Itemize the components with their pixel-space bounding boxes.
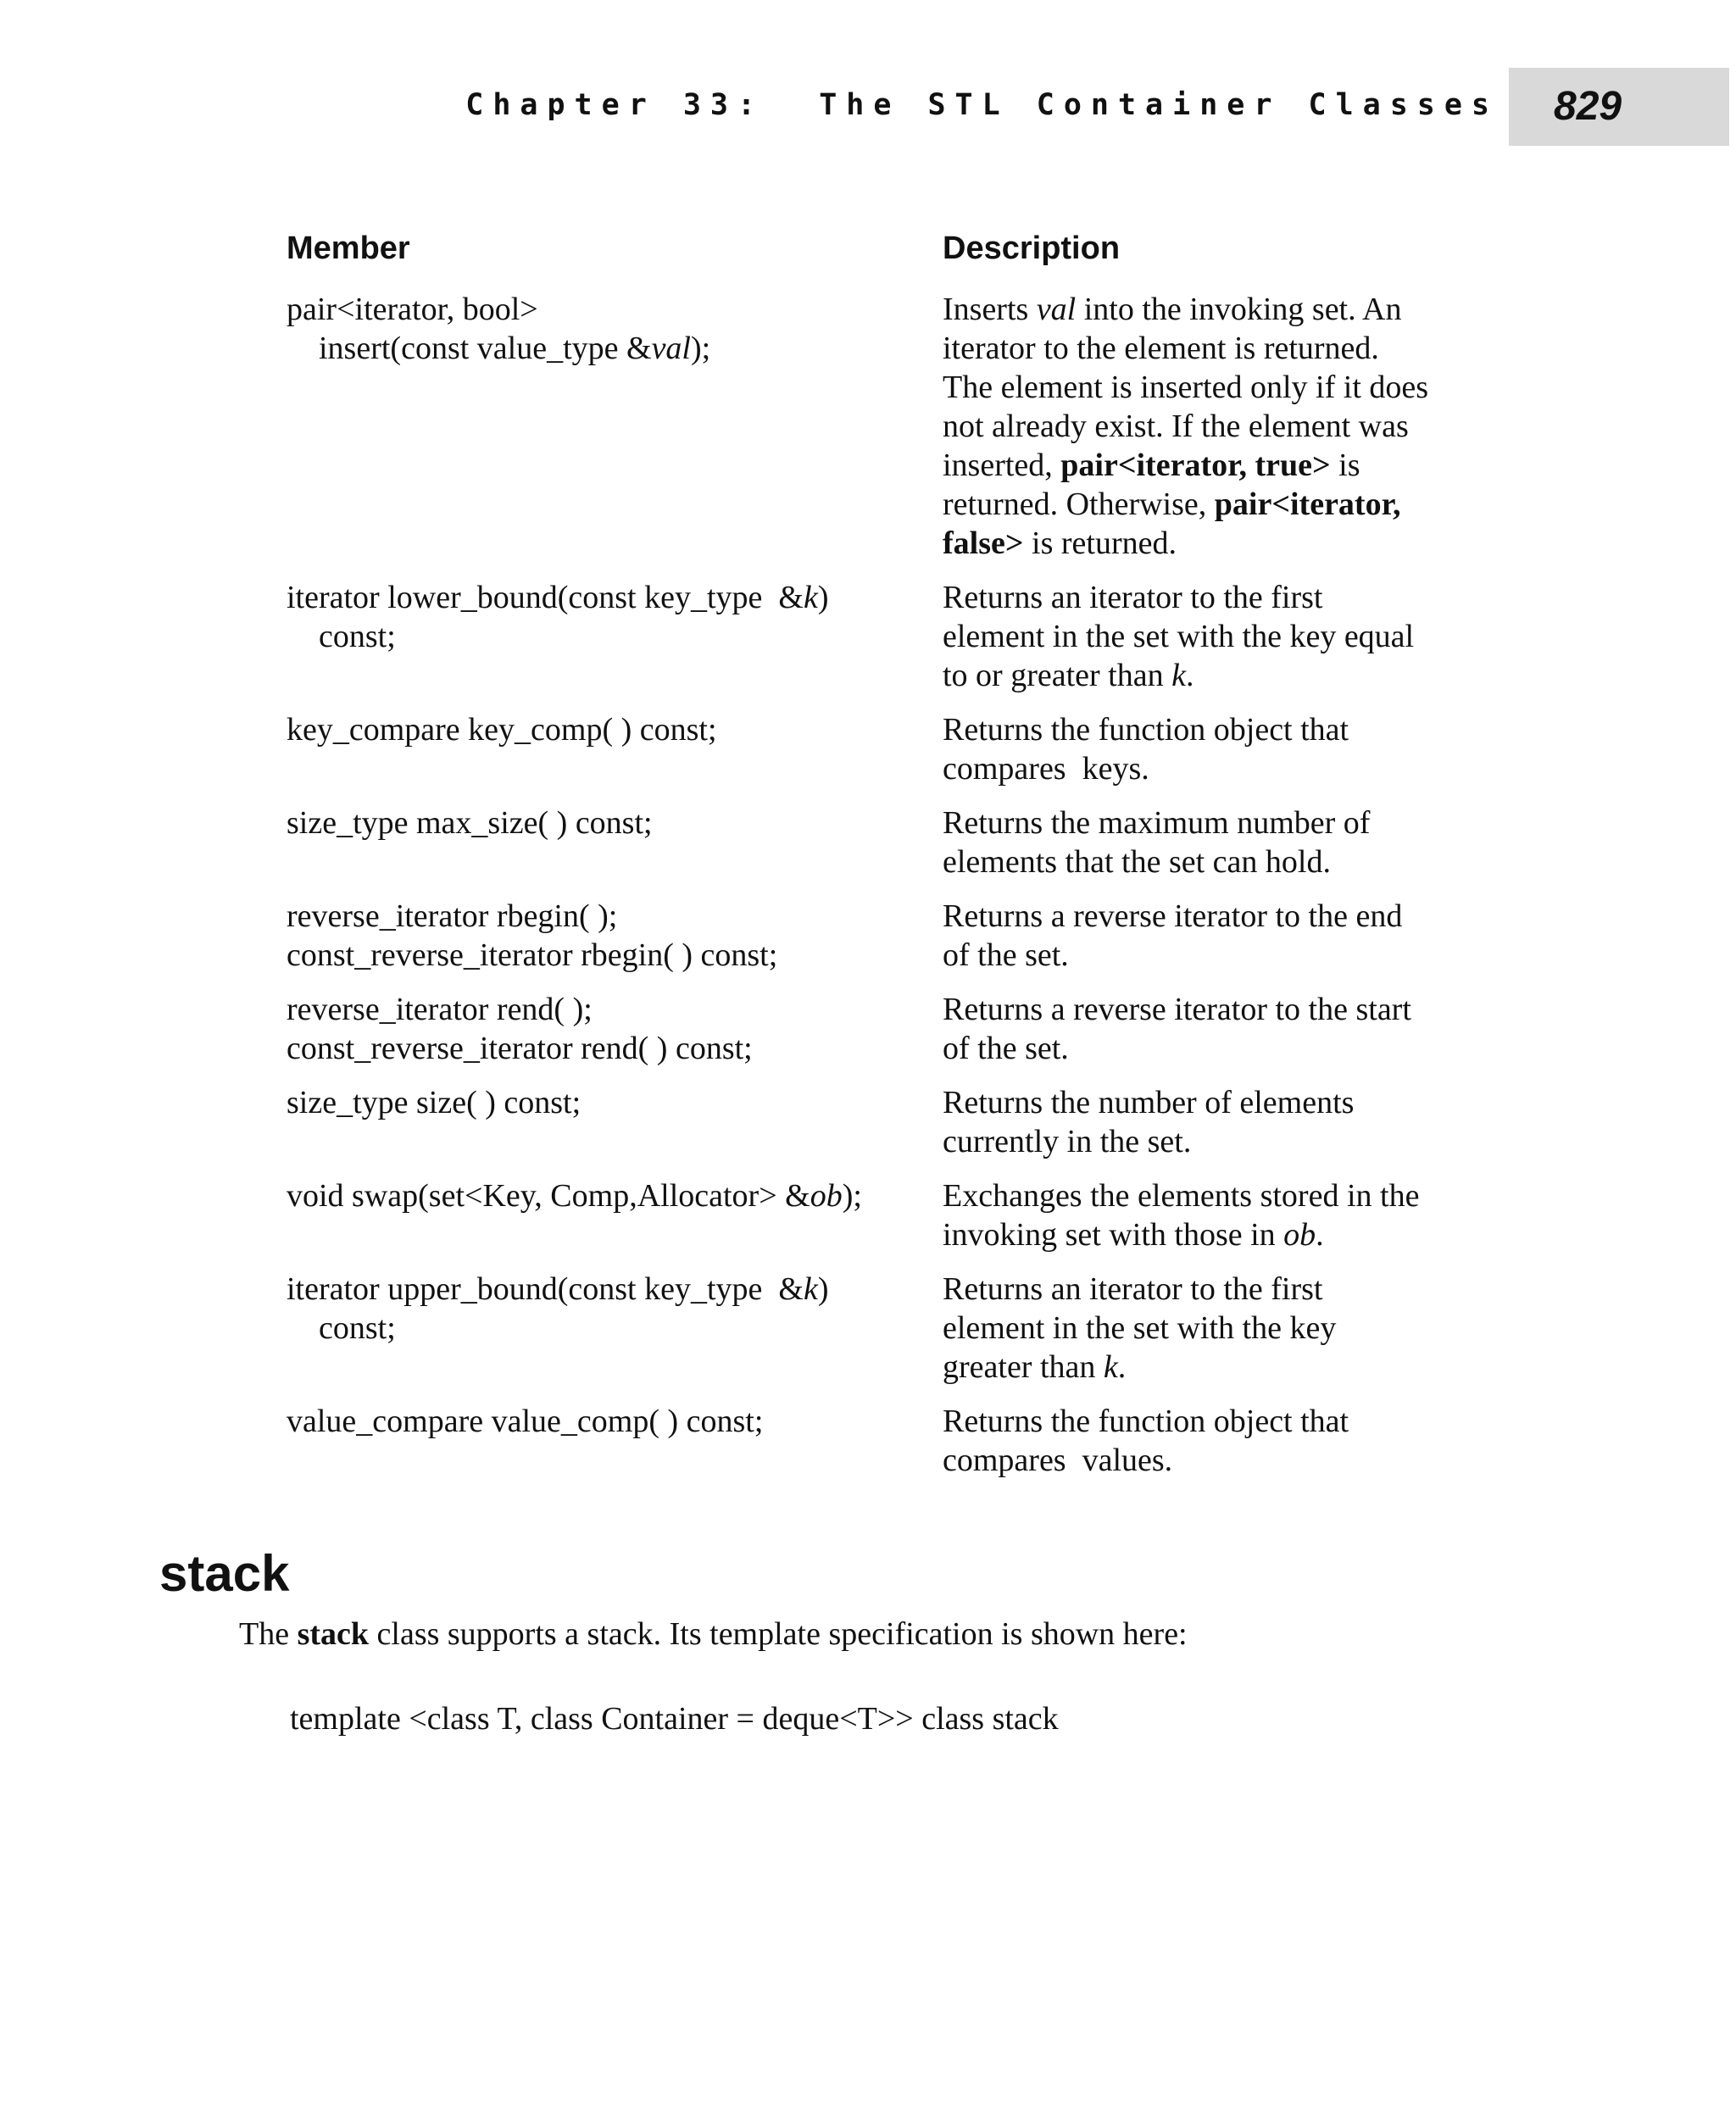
description-cell: [943, 897, 1490, 975]
table-row: [287, 1402, 1490, 1480]
member-line: size_type max_size( ) const;: [287, 805, 653, 841]
desc-line: The element is inserted only if it does: [943, 370, 1429, 405]
desc-line: Exchanges the elements stored in the: [943, 1178, 1420, 1214]
desc-line: currently in the set.: [943, 1124, 1192, 1159]
page-number: 829: [1554, 84, 1622, 129]
desc-line: Returns the function object that: [943, 1404, 1349, 1439]
section-title: stack: [159, 1545, 290, 1602]
desc-line: false> is returned.: [943, 525, 1177, 561]
member-line: pair<iterator, bool>: [287, 292, 538, 327]
table-row: [287, 990, 1490, 1068]
member-table: [287, 231, 1490, 1495]
table-row: [287, 1083, 1490, 1161]
desc-line: Returns an iterator to the first: [943, 580, 1323, 615]
member-line: iterator lower_bound(const key_type &k): [287, 580, 829, 615]
table-row: [287, 1176, 1490, 1254]
member-line: insert(const value_type &val);: [319, 331, 711, 366]
member-line: size_type size( ) const;: [287, 1085, 581, 1120]
description-cell: [943, 290, 1490, 563]
member-cell: [287, 1402, 943, 1480]
member-cell: [287, 1176, 943, 1254]
desc-line: element in the set with the key: [943, 1310, 1337, 1346]
member-line: reverse_iterator rbegin( );: [287, 898, 618, 934]
desc-line: Returns a reverse iterator to the end: [943, 898, 1403, 934]
member-line: const;: [319, 1310, 396, 1346]
description-cell: [943, 803, 1490, 881]
member-cell: [287, 897, 943, 975]
desc-line: inserted, pair<iterator, true> is: [943, 448, 1360, 483]
desc-line: greater than k.: [943, 1349, 1127, 1385]
section-body-text: The stack class supports a stack. Its template specification is shown here:: [239, 1616, 1188, 1652]
table-row: [287, 897, 1490, 975]
description-cell: [943, 578, 1490, 695]
table-header: [287, 231, 1490, 290]
desc-line: returned. Otherwise, pair<iterator,: [943, 486, 1401, 522]
member-column-header: Member: [287, 231, 410, 266]
table-row: [287, 290, 1490, 563]
desc-line: elements that the set can hold.: [943, 844, 1331, 880]
desc-line: Returns the number of elements: [943, 1085, 1355, 1120]
desc-line: iterator to the element is returned.: [943, 331, 1379, 366]
description-cell: [943, 1402, 1490, 1480]
desc-line: of the set.: [943, 937, 1069, 973]
desc-line: of the set.: [943, 1031, 1069, 1066]
table-row: [287, 1270, 1490, 1387]
description-cell: [943, 710, 1490, 788]
member-line: const_reverse_iterator rbegin( ) const;: [287, 937, 778, 973]
table-row: [287, 578, 1490, 695]
table-row: [287, 803, 1490, 881]
description-cell: [943, 1176, 1490, 1254]
member-line: iterator upper_bound(const key_type &k): [287, 1271, 829, 1307]
desc-line: Returns an iterator to the first: [943, 1271, 1323, 1307]
code-snippet: template <class T, class Container = deque<T>> class stack: [290, 1701, 1059, 1737]
member-cell: [287, 710, 943, 788]
member-line: key_compare key_comp( ) const;: [287, 712, 717, 748]
desc-line: Returns a reverse iterator to the start: [943, 992, 1411, 1027]
member-line: reverse_iterator rend( );: [287, 992, 593, 1027]
member-cell: [287, 1270, 943, 1387]
description-cell: [943, 1270, 1490, 1387]
member-cell: [287, 290, 943, 563]
description-cell: [943, 1083, 1490, 1161]
member-line: void swap(set<Key, Comp,Allocator> &ob);: [287, 1178, 862, 1214]
member-cell: [287, 1083, 943, 1161]
desc-line: invoking set with those in ob.: [943, 1217, 1324, 1253]
description-column-header: Description: [943, 231, 1121, 266]
running-head: Chapter 33: The STL Container Classes: [465, 88, 1499, 122]
member-line: const_reverse_iterator rend( ) const;: [287, 1031, 753, 1066]
member-cell: [287, 990, 943, 1068]
desc-line: compares keys.: [943, 751, 1149, 787]
desc-line: Inserts val into the invoking set. An: [943, 292, 1402, 327]
desc-line: Returns the function object that: [943, 712, 1349, 748]
desc-line: to or greater than k.: [943, 658, 1194, 693]
desc-line: Returns the maximum number of: [943, 805, 1371, 841]
member-cell: [287, 578, 943, 695]
table-row: [287, 710, 1490, 788]
member-line: value_compare value_comp( ) const;: [287, 1404, 764, 1439]
desc-line: element in the set with the key equal: [943, 619, 1415, 654]
member-cell: [287, 803, 943, 881]
desc-line: compares values.: [943, 1443, 1173, 1478]
desc-line: not already exist. If the element was: [943, 409, 1409, 444]
member-line: const;: [319, 619, 396, 654]
description-cell: [943, 990, 1490, 1068]
